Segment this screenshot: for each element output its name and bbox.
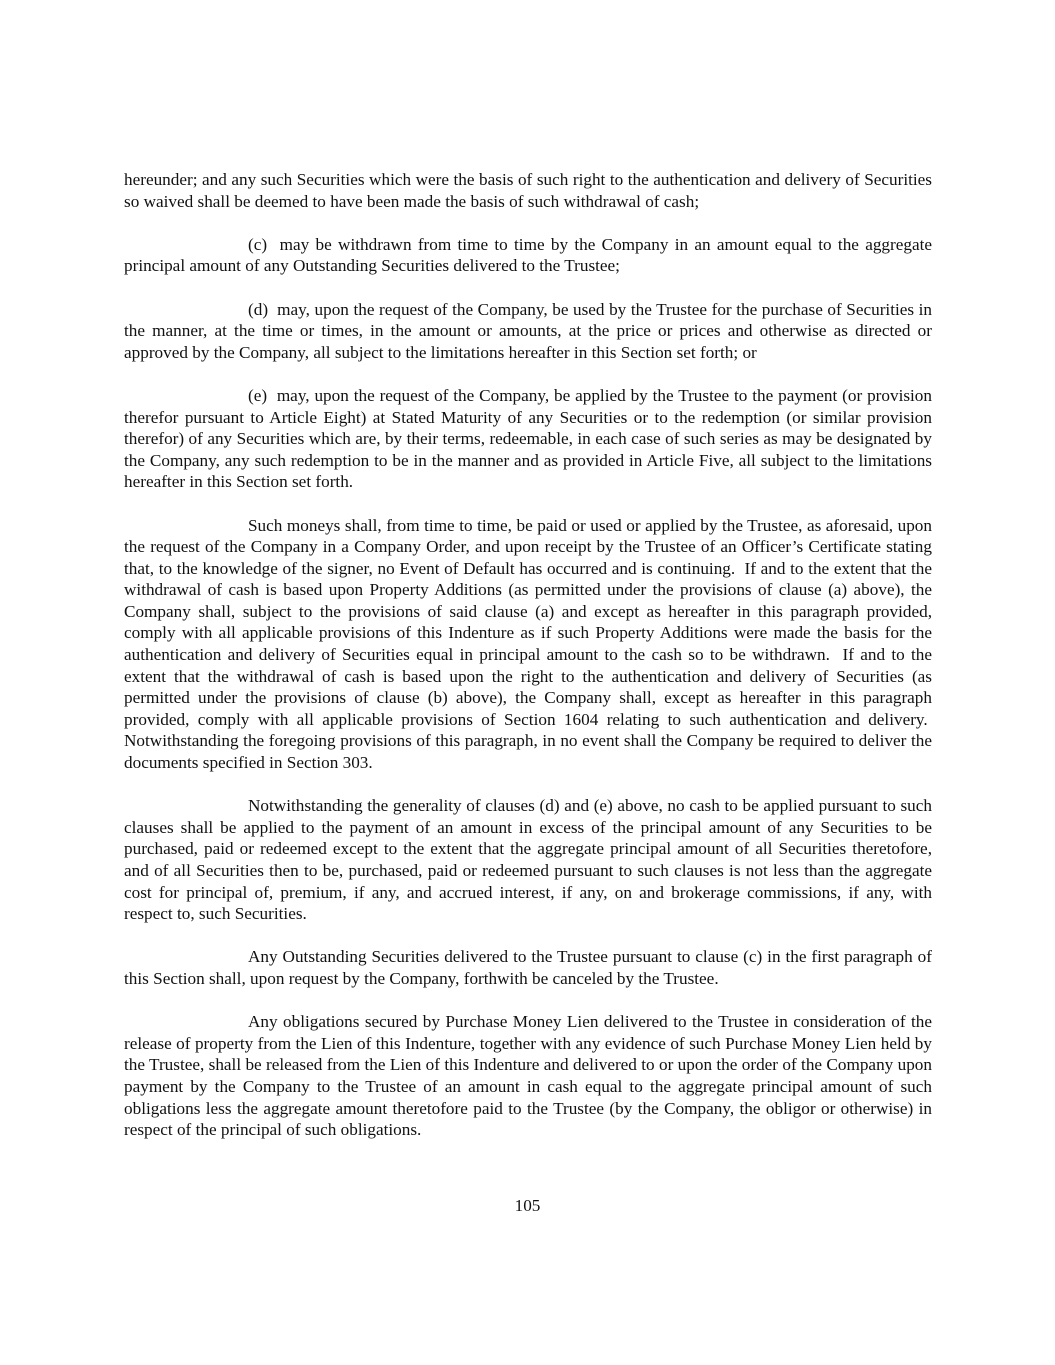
paragraph-continuation: hereunder; and any such Securities which were the basis of such right to the authentication and delivery of Securities so waived shall be deemed to have been made the basis of such withdrawal of cash; (124, 170, 932, 211)
paragraph-clause-e: (e) may, upon the request of the Company, be applied by the Trustee to the payment (or provision therefor pursuant to Article Eight) at Stated Maturity of any Securities or to the redemption (or similar provision therefor) of any Securities which are, by their terms, redeemable, in each case of such series as may be designated by the Company, any such redemption to be in the manner and as provided in Article Five, all subject to the limitations hereafter in this Section set forth. (124, 385, 932, 492)
paragraph-clause-d: (d) may, upon the request of the Company, be used by the Trustee for the purchase of Securities in the manner, at the time or times, in the amount or amounts, at the price or prices and otherwise as directed or approved by the Company, all subject to the limitations hereafter in this Section set forth; or (124, 299, 932, 362)
paragraph-clause-c: (c) may be withdrawn from time to time by the Company in an amount equal to the aggregate principal amount of any Outstanding Securities delivered to the Trustee; (124, 234, 932, 276)
paragraph-outstanding-securities: Any Outstanding Securities delivered to the Trustee pursuant to clause (c) in the first paragraph of this Section shall, upon request by the Company, forthwith be canceled by the Trustee. (124, 947, 932, 988)
paragraph-notwithstanding: Notwithstanding the generality of clauses (d) and (e) above, no cash to be applied pursuant to such clauses shall be applied to the payment of an amount in excess of the principal amount of any Securities to be purchased, paid or redeemed except to the extent that the aggregate principal amount of all Securities theretofore, and of all Securities then to be, purchased, paid or redeemed pursuant to such clauses is not less than the aggregate cost for principal of, premium, if any, and accrued interest, if any, on and brokerage commissions, if any, with respect to, such Securities. (124, 796, 932, 924)
paragraph-purchase-money-lien: Any obligations secured by Purchase Money Lien delivered to the Trustee in consideration of the release of property from the Lien of this Indenture, together with any evidence of such Purchase Money Lien held by the Trustee, shall be released from the Lien of this Indenture and delivered to or upon the order of the Company upon payment by the Company to the Trustee of an amount in cash equal to the aggregate principal amount of such obligations less the aggregate amount theretofore paid to the Trustee (by the Company, the obligor or otherwise) in respect of the principal of such obligations. (124, 1012, 932, 1140)
page-number: 105 (514, 1196, 541, 1215)
document-body (124, 169, 932, 1162)
paragraph-such-moneys: Such moneys shall, from time to time, be paid or used or applied by the Trustee, as aforesaid, upon the request of the Company in a Company Order, and upon receipt by the Trustee of an Officer’s Certificate stating that, to the knowledge of the signer, no Event of Default has occurred and is continuing. If and to the extent that the withdrawal of cash is based upon Property Additions (as permitted under the provisions of clause (a) above), the Company shall, subject to the provisions of said clause (a) and except as hereafter in this paragraph provided, comply with all applicable provisions of this Indenture as if such Property Additions were made the basis for the authentication and delivery of Securities equal in principal amount to the cash so to be withdrawn. If and to the extent that the withdrawal of cash is based upon the right to the authentication and delivery of Securities (as permitted under the provisions of clause (b) above), the Company shall, except as hereafter in this paragraph provided, comply with all applicable provisions of Section 1604 relating to such authentication and delivery. Notwithstanding the foregoing provisions of this paragraph, in no event shall the Company be required to deliver the documents specified in Section 303. (124, 515, 932, 773)
